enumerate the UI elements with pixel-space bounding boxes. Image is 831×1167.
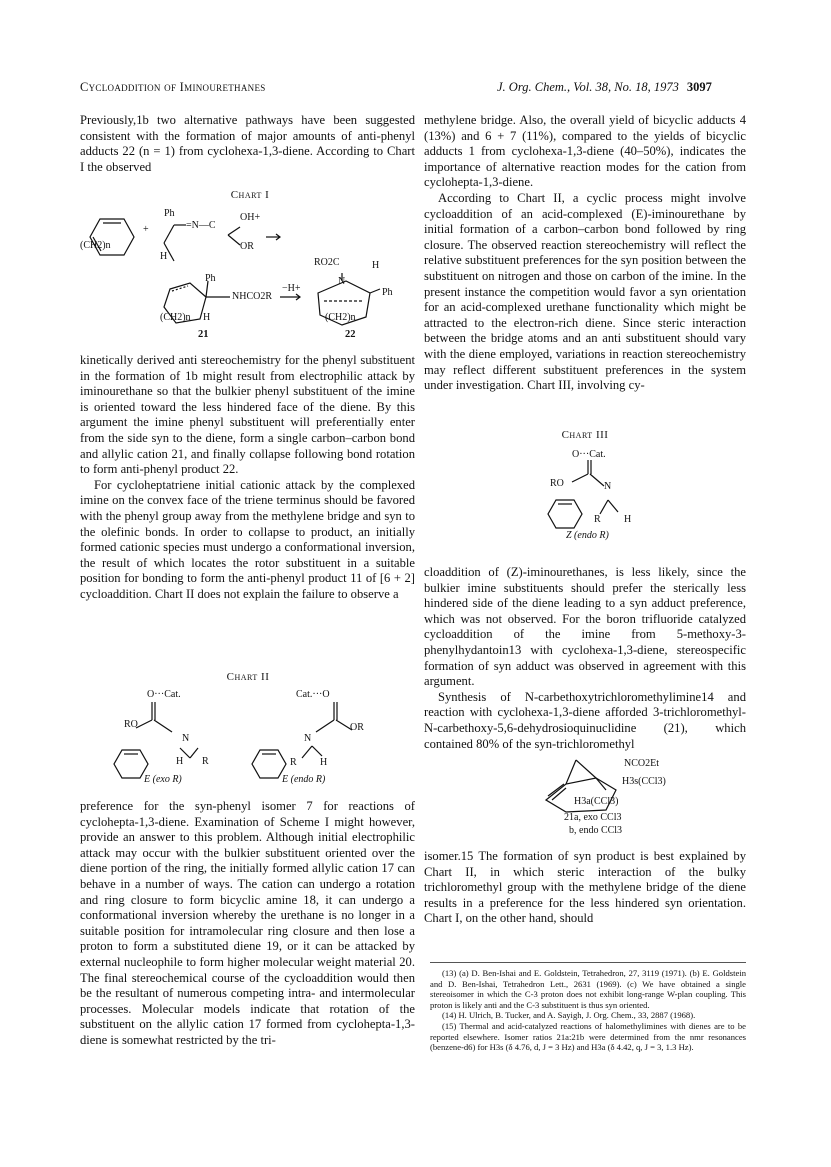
paragraph: kinetically derived anti stereochemistry for the phenyl substituent in the formation of 1b might result from electrophilic attack by iminourethane so that the bulkier phenyl substituent of the imine is oriented toward the less hindered face of the diene. By this argument the imine phenyl substituent will preferentially enter from the side syn to the diene, form a single carbon–carbon bond and allylic cation 21, and finally collapse following bond rotation to form anti-phenyl product 22.: [80, 353, 415, 477]
chart2-cat2: Cat.···O: [296, 689, 330, 700]
chart1-ro2c: RO2C: [314, 257, 340, 268]
bridge: [576, 760, 596, 778]
chart1-plus: +: [143, 224, 149, 235]
compound21-h3a: H3a(CCl3): [574, 796, 619, 807]
ring-double-bond: [548, 784, 564, 796]
journal-name: J. Org. Chem., Vol. 38, No. 18, 1973: [497, 80, 679, 94]
paragraph: isomer.15 The formation of syn product is best explained by Chart II, in which steric interaction of the bulky trichloromethyl group with the methylene bridge of the diene results in a preference for the less hindered syn orientation. Chart I, on the other hand, should: [424, 849, 746, 926]
paragraph: According to Chart II, a cyclic process might involve cycloaddition of an acid-complexed (E)-iminourethane by initial formation of a carbon–carbon bond followed by ring closure. The observed reaction stereochemistry will reflect the relative substituent preferences for the syn position between the substituent on nitrogen and those on carbon of the imine. In the present instance the competition would favor a syn orientation for an acid-complexed urethane functionality which might be attracted to the electron-rich diene. Since steric interaction between the bridge atoms and an anti substituent should vary with the diene employed, variations in reaction stereochemistry may reflect different substituent preferences in the system under investigation. Chart III, involving cy-: [424, 190, 746, 393]
paragraph: preference for the syn-phenyl isomer 7 for reactions of cyclohepta-1,3-diene. Examination of Scheme I might however, provide an answer to this problem. Although initial electrophilic attack may occur with the bulkier substituent oriented over the diene portion of the ring, the initially formed allylic cation 17 can behave in a number of ways. The cation can undergo a rotation and ring closure to form bicyclic amine 18, it can undergo a conformational inversion whereby the urethane is no longer in a suitable position for intramolecular ring closure and then lose a proton to form a substituted diene 19, or it can be attacked by external nucleophile to form higher molecular weight material 20. The final stereochemical course of the cycloaddition would then be the resultant of numerous competing intra- and intermolecular processes. Molecular models indicate that rotation of the substituent on the allylic cation 17 formed from cyclohepta-1,3-diene is somewhat restricted by the tri-: [80, 799, 415, 1047]
c-or-bond: [572, 474, 588, 482]
chart1-h: H: [160, 251, 168, 262]
footnote-rule: [430, 962, 746, 963]
chart1-ch2n-3: (CH2)n: [325, 312, 356, 323]
chart3-ro: RO: [550, 478, 564, 489]
compound-21-label: 21: [198, 329, 209, 340]
chart2-caption1: E (exo R): [144, 774, 182, 785]
page-number: 3097: [686, 80, 712, 94]
ph-bond: [370, 289, 380, 293]
chart-1-structures: [80, 205, 410, 345]
paragraph: Previously,1b two alternative pathways have been suggested consistent with the formation of major amounts of anti-phenyl adducts 22 (n = 1) from cyclohexa-1,3-diene. According to Chart I the observed: [80, 113, 415, 174]
chart1-ph2: Ph: [205, 273, 216, 284]
chart1-n: N: [338, 276, 346, 287]
paragraph: Synthesis of N-carbethoxytrichloromethylimine14 and reaction with cyclohexa-1,3-diene afforded 3-trichloromethyl-N-carbethoxy-5,6-dehydrosioquinuclidine (21), which contained 80% of the syn-trichloromethyl: [424, 689, 746, 751]
chart1-minus-h: −H+: [282, 283, 301, 294]
chart2-n2: N: [304, 733, 312, 744]
chart-3-title: Chart III: [561, 429, 609, 441]
chart1-ph: Ph: [164, 208, 175, 219]
left-col-top: [80, 113, 415, 175]
right-col-top: [424, 113, 746, 394]
bond: [596, 778, 606, 790]
c-or-bond: [136, 720, 152, 728]
chart2-h2: H: [320, 757, 328, 768]
chart-1-title: Chart I: [230, 189, 270, 201]
chart1-or: OR: [240, 241, 254, 252]
footnotes: [430, 968, 746, 1053]
imine-bond: [608, 500, 618, 512]
chart1-ch2n-2: (CH2)n: [160, 312, 191, 323]
imine-bond: [312, 746, 322, 756]
chart-2-structures: [80, 690, 410, 800]
chart3-r: R: [594, 514, 601, 525]
journal-citation: [497, 80, 712, 95]
footnote-14: (14) H. Ulrich, B. Tucker, and A. Sayigh, J. Org. Chem., 33, 2887 (1968).: [442, 1010, 696, 1021]
compound21-h3s: H3s(CCl3): [622, 776, 666, 787]
chart2-h1: H: [176, 756, 184, 767]
chart2-caption2: E (endo R): [282, 774, 326, 785]
imine-bond: [164, 225, 174, 243]
footnote-13: (13) (a) D. Ben-Ishai and E. Goldstein, Tetrahedron, 27, 3119 (1971). (b) E. Goldstein and D. Ben-Ishai, Tetrahedron Lett., 2631 (1969). (c) We have obtained a single stereoisomer in which the C-3 proton does not exhibit long-range W-plan coupling. This proton is likely anti and the C-3 substituent is thus syn oriented.: [430, 968, 746, 1010]
paragraph: cloaddition of (Z)-iminourethanes, is less likely, since the bulkier imine substituents should prefer the sterically less hindered side of the diene leading to a syn adduct preference, which was not observed. For the boron trifluoride catalyzed cycloaddition of the imine from 5-methoxy-3-phenylhydantoin13 with cyclohexa-1,3-diene, stereospecific formation of syn adduct was observed in agreement with this argument.: [424, 565, 746, 689]
chart2-n1: N: [182, 733, 190, 744]
chart3-h: H: [624, 514, 632, 525]
c-n-bond: [154, 720, 172, 732]
c-n-bond: [316, 720, 334, 732]
chart2-r1: R: [202, 756, 209, 767]
compound21-line-b: b, endo CCl3: [569, 825, 623, 836]
compound21-line-a: 21a, exo CCl3: [564, 812, 622, 823]
compound-22-label: 22: [345, 329, 356, 340]
paragraph: For cycloheptatriene initial cationic attack by the complexed imine on the convex face of the triene terminus should be favored with the phenyl group away from the methylene bridge and syn to the olefinic bonds. In order to collapse to product, an initially formed cationic species must undergo a conformational inversion, the result of which locates the rotor substituent in a suitable position for bonding to form the anti-phenyl product 11 of [6 + 2] cycloaddition. Chart II does not explain the failure to observe a: [80, 477, 415, 601]
imine-bond: [190, 748, 198, 758]
running-title: Cycloaddition of Iminourethanes: [80, 80, 266, 94]
chart1-imine: =N—C: [186, 220, 216, 231]
right-col-middle: [424, 565, 746, 752]
chart2-r2: R: [290, 757, 297, 768]
or-bond: [228, 235, 240, 245]
chart3-caption: Z (endo R): [566, 530, 609, 541]
chart1-ch2n: (CH2)n: [80, 240, 111, 251]
right-col-bottom: [424, 849, 746, 927]
imine-bond: [302, 746, 312, 758]
allyl-dash: [172, 286, 188, 291]
chart1-oh: OH+: [240, 212, 261, 223]
oh-bond: [228, 227, 240, 235]
compound21-nco2et: NCO2Et: [624, 758, 659, 769]
chart1-nhco2r: NHCO2R: [232, 291, 273, 302]
chart3-n: N: [604, 481, 612, 492]
bridge: [566, 760, 576, 784]
chart2-ro: RO: [124, 719, 138, 730]
left-col-bottom: [80, 799, 415, 1049]
c-n-bond: [590, 474, 604, 486]
chart2-or: OR: [350, 722, 364, 733]
paragraph: methylene bridge. Also, the overall yield of bicyclic adducts 4 (13%) and 6 + 7 (11%), compared to the yields of bicyclic adducts 1 from cyclohexa-1,3-diene (40–50%), indicates the importance of alternative reaction modes for the cation from cyclohepta-1,3-diene.: [424, 113, 746, 190]
chart1-h2: H: [203, 312, 211, 323]
chart-2-title: Chart II: [226, 671, 270, 683]
chart3-cat: O···Cat.: [572, 449, 606, 460]
chart1-h3: H: [372, 260, 380, 271]
chart1-ph3: Ph: [382, 287, 393, 298]
chart2-cat1: O···Cat.: [147, 689, 181, 700]
footnote-15: (15) Thermal and acid-catalyzed reactions of halomethylimines with dienes are to be reported elsewhere. Isomer ratios 21a:21b were determined from the nmr resonances (benzene-d6) for H3s (δ 4.76, d, J = 3 Hz) and H3a (δ 4.42, q, J = 3, 1.3 Hz).: [430, 1020, 746, 1053]
imine-bond: [600, 500, 608, 514]
left-col-middle: [80, 353, 415, 603]
